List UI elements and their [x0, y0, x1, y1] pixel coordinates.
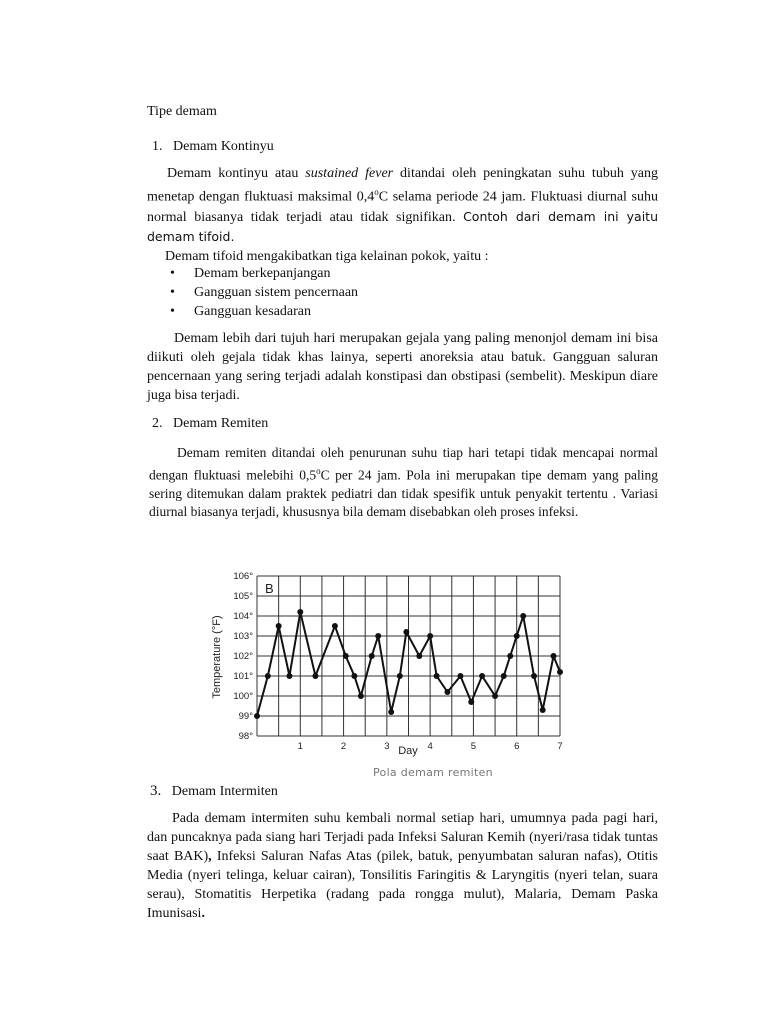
y-tick-label: 102° — [233, 651, 253, 662]
section-2-number: 2. — [152, 416, 163, 431]
data-point — [375, 633, 381, 639]
y-tick-label: 105° — [233, 591, 253, 602]
data-point — [403, 629, 409, 635]
data-point — [479, 673, 485, 679]
chart-grid — [257, 576, 560, 736]
section-2-title: Demam Remiten — [173, 416, 269, 431]
data-point — [457, 673, 463, 679]
data-point — [351, 673, 357, 679]
section-2-paragraph-1: Demam remiten ditandai oleh penurunan suhu tiap hari tetapi tidak mencapai normal dengan fluktuasi melebihi 0,5$^o$C per 24 jam. Pola ini merupakan tipe demam yang paling sering ditemukan dalam praktek pediatri dan tidak spesifik untuk penyakit tertentu . Variasi diurnal biasanya terjadi, khususnya bila demam disebabkan oleh proses infeksi. — [149, 445, 658, 519]
data-point — [501, 673, 507, 679]
document-heading: Tipe demam — [147, 104, 217, 119]
panel-label: B — [265, 581, 274, 596]
data-point — [286, 673, 292, 679]
x-tick-label: 4 — [427, 741, 433, 752]
bullet-list — [170, 264, 358, 321]
data-point — [312, 673, 318, 679]
y-tick-label: 103° — [233, 631, 253, 642]
y-tick-label: 104° — [233, 611, 253, 622]
list-item: • Gangguan kesadaran — [170, 302, 358, 321]
x-tick-label: 2 — [340, 741, 347, 752]
section-3-heading — [150, 782, 278, 801]
data-point — [520, 613, 526, 619]
x-tick-label: 3 — [384, 741, 390, 752]
section-1-title: Demam Kontinyu — [173, 139, 274, 154]
data-point — [434, 673, 440, 679]
data-point — [557, 669, 563, 675]
data-point — [297, 609, 303, 615]
data-point — [540, 707, 546, 713]
temperature-chart — [205, 562, 575, 762]
section-3-title: Demam Intermiten — [171, 784, 278, 799]
x-tick-label: 7 — [557, 741, 563, 752]
data-point — [492, 693, 498, 699]
data-point — [369, 653, 375, 659]
x-axis-label: Day — [398, 745, 418, 757]
data-point — [551, 653, 557, 659]
y-tick-label: 106° — [233, 571, 253, 582]
section-1-heading — [152, 137, 274, 156]
x-tick-label: 1 — [297, 741, 303, 752]
list-item: • Gangguan sistem pencernaan — [170, 283, 358, 302]
data-point — [507, 653, 513, 659]
figure-caption: Pola demam remiten — [373, 766, 493, 779]
section-1-number: 1. — [152, 139, 163, 154]
data-point — [444, 689, 450, 695]
section-2-heading — [152, 414, 268, 433]
y-axis-label: Temperature (°F) — [211, 615, 223, 699]
data-point — [343, 653, 349, 659]
section-3-paragraph-1: Pada demam intermiten suhu kembali normal setiap hari, umumnya pada pagi hari, dan puncaknya pada siang hari Terjadi pada Infeksi Saluran Kemih (nyeri/rasa tidak tuntas saat BAK), Infeksi Saluran Nafas Atas (pilek, batuk, penyumbatan saluran nafas), Otitis Media (nyeri telinga, keluar cairan), Tonsilitis Faringitis & Laryngitis (nyeri telan, suara serau), Stomatitis Herpetika (radang pada rongga mulut), Malaria, Demam Paska Imunisasi. — [147, 811, 658, 921]
data-point — [531, 673, 537, 679]
list-item: • Demam berkepanjangan — [170, 264, 358, 283]
y-tick-label: 99° — [238, 711, 253, 722]
section-1-paragraph-2: Demam tifoid mengakibatkan tiga kelainan pokok, yaitu : — [165, 249, 489, 264]
x-tick-label: 5 — [470, 741, 477, 752]
data-point — [332, 623, 338, 629]
y-tick-label: 98° — [238, 731, 253, 742]
data-point — [254, 713, 260, 719]
data-point — [427, 633, 433, 639]
section-1-paragraph-3: Demam lebih dari tujuh hari merupakan gejala yang paling menonjol demam ini bisa diikuti oleh gejala tidak khas lainya, seperti anoreksia atau batuk. Gangguan saluran pencernaan yang sering terjadi adalah konstipasi dan obstipasi (sembelit). Meskipun diare juga bisa terjadi. — [147, 331, 658, 403]
data-point — [276, 623, 282, 629]
data-point — [514, 633, 520, 639]
data-point — [358, 693, 364, 699]
y-tick-label: 100° — [233, 691, 253, 702]
data-point — [416, 653, 422, 659]
x-tick-label: 6 — [514, 741, 520, 752]
data-point — [397, 673, 403, 679]
y-tick-label: 101° — [233, 671, 253, 682]
data-point — [468, 699, 474, 705]
section-3-number: 3. — [150, 783, 162, 799]
section-1-paragraph-1: Demam kontinyu atau sustained fever ditandai oleh peningkatan suhu tubuh yang menetap dengan fluktuasi maksimal 0,4$^o$C selama periode 24 jam. Fluktuasi diurnal suhu normal biasanya tidak terjadi atau tidak signifikan. Contoh dari demam ini yaitu demam tifoid. — [147, 166, 659, 244]
data-point — [388, 709, 394, 715]
data-point — [265, 673, 271, 679]
